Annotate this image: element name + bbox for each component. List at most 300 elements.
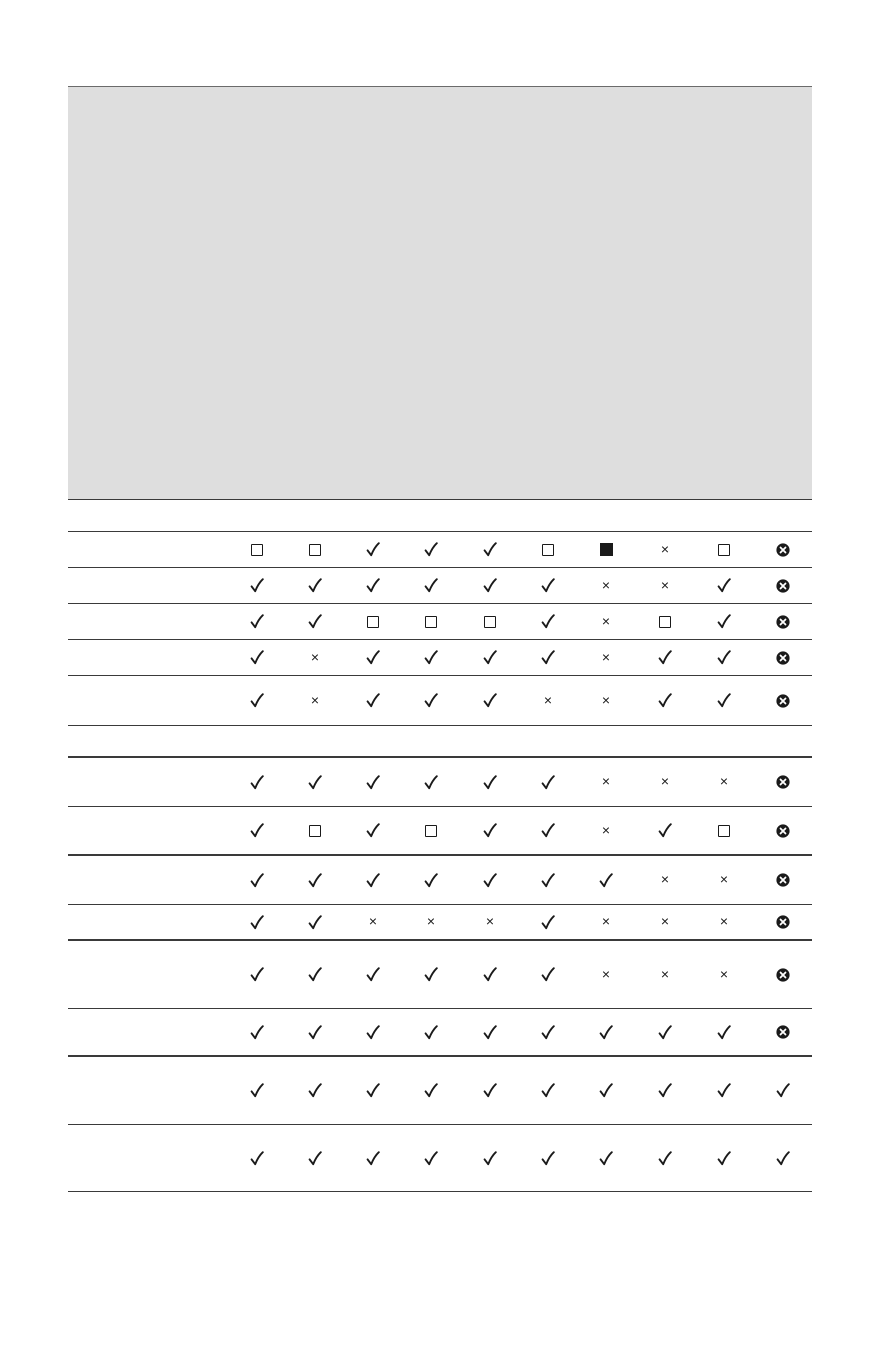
check-icon xyxy=(483,775,497,790)
cross-icon: × xyxy=(660,540,670,557)
table-cell xyxy=(244,1019,270,1045)
check-icon xyxy=(250,823,264,838)
table-cell xyxy=(535,818,561,844)
table-cell xyxy=(418,688,444,714)
table-row xyxy=(68,941,812,1009)
empty-square-icon xyxy=(425,616,437,628)
empty-square-icon xyxy=(367,616,379,628)
check-icon xyxy=(366,693,380,708)
table-cell xyxy=(244,867,270,893)
row-cells xyxy=(226,1125,812,1191)
table-row xyxy=(68,905,812,941)
check-icon xyxy=(541,650,555,665)
table-cell xyxy=(593,537,619,563)
empty-square-icon xyxy=(542,544,554,556)
cross-icon: × xyxy=(601,913,611,929)
table-cell xyxy=(477,769,503,795)
table-cell xyxy=(770,688,796,714)
table-cell xyxy=(244,1078,270,1104)
table-cell xyxy=(593,573,619,599)
table-cell xyxy=(652,688,678,714)
table-cell xyxy=(477,645,503,671)
table-cell xyxy=(652,1145,678,1171)
table-cell xyxy=(535,537,561,563)
table-cell xyxy=(593,688,619,714)
row-label-cell xyxy=(68,604,226,639)
table-row xyxy=(68,676,812,726)
check-icon xyxy=(424,578,438,593)
x-circle-icon xyxy=(776,824,790,838)
table-cell xyxy=(244,818,270,844)
cross-icon: × xyxy=(601,691,611,708)
table-cell xyxy=(535,688,561,714)
table-cell xyxy=(360,962,386,988)
check-icon xyxy=(308,1083,322,1098)
table-cell xyxy=(593,769,619,795)
row-label-cell xyxy=(68,500,226,531)
row-label-cell xyxy=(68,758,226,806)
check-icon xyxy=(599,1151,613,1166)
table-cell xyxy=(770,609,796,635)
cross-icon: × xyxy=(601,965,611,982)
cross-icon: × xyxy=(601,576,611,593)
table-cell xyxy=(711,1145,737,1171)
x-circle-icon xyxy=(776,915,790,929)
row-cells xyxy=(226,905,812,939)
section-divider-row xyxy=(68,500,812,532)
empty-square-icon xyxy=(659,616,671,628)
check-icon xyxy=(250,873,264,888)
cross-icon: × xyxy=(660,913,670,929)
table-cell xyxy=(652,818,678,844)
table-cell xyxy=(302,1019,328,1045)
table-cell xyxy=(652,1019,678,1045)
table-row xyxy=(68,1057,812,1125)
check-icon xyxy=(599,1025,613,1040)
x-circle-icon xyxy=(776,651,790,665)
table-cell xyxy=(652,573,678,599)
check-icon xyxy=(250,693,264,708)
table-cell xyxy=(711,818,737,844)
cross-icon: × xyxy=(543,691,553,708)
table-row xyxy=(68,568,812,604)
table-cell xyxy=(302,867,328,893)
check-icon xyxy=(250,650,264,665)
x-circle-icon xyxy=(776,775,790,789)
cross-icon: × xyxy=(601,648,611,665)
table-cell xyxy=(302,1078,328,1104)
check-icon xyxy=(658,650,672,665)
table-cell xyxy=(244,645,270,671)
x-circle-icon xyxy=(776,615,790,629)
row-label-cell xyxy=(68,726,226,756)
table-row xyxy=(68,758,812,807)
table-cell xyxy=(535,573,561,599)
table-cell xyxy=(418,818,444,844)
check-icon xyxy=(717,650,731,665)
table-row xyxy=(68,1125,812,1192)
check-icon xyxy=(308,614,322,629)
check-icon xyxy=(717,1151,731,1166)
table-cell xyxy=(535,909,561,935)
check-icon xyxy=(658,1151,672,1166)
row-cells xyxy=(226,1009,812,1055)
table-cell xyxy=(418,1078,444,1104)
table-cell xyxy=(652,769,678,795)
x-circle-icon xyxy=(776,873,790,887)
row-label-cell xyxy=(68,905,226,939)
x-circle-icon xyxy=(776,968,790,982)
table-cell xyxy=(535,1078,561,1104)
table-cell xyxy=(360,609,386,635)
row-cells xyxy=(226,500,812,531)
table-cell xyxy=(477,818,503,844)
table-row xyxy=(68,640,812,676)
check-icon xyxy=(541,614,555,629)
table-cell xyxy=(244,609,270,635)
table-cell xyxy=(477,1145,503,1171)
check-icon xyxy=(366,775,380,790)
check-icon xyxy=(483,650,497,665)
check-icon xyxy=(250,915,264,930)
table-cell xyxy=(652,867,678,893)
cross-icon: × xyxy=(719,913,729,929)
check-icon xyxy=(541,915,555,930)
row-cells xyxy=(226,758,812,806)
table-cell xyxy=(302,645,328,671)
table-cell xyxy=(418,1019,444,1045)
table-cell xyxy=(360,1019,386,1045)
table-cell xyxy=(360,1078,386,1104)
table-cell xyxy=(418,867,444,893)
cross-icon: × xyxy=(660,871,670,887)
feature-comparison-table xyxy=(68,86,812,1192)
check-icon xyxy=(424,967,438,982)
table-cell xyxy=(711,962,737,988)
table-cell xyxy=(302,609,328,635)
check-icon xyxy=(483,873,497,888)
table-cell xyxy=(770,573,796,599)
table-cell xyxy=(711,609,737,635)
check-icon xyxy=(717,578,731,593)
table-cell xyxy=(244,769,270,795)
table-cell xyxy=(711,769,737,795)
table-cell xyxy=(770,818,796,844)
table-cell xyxy=(711,645,737,671)
row-label-cell xyxy=(68,640,226,675)
table-cell xyxy=(302,688,328,714)
row-label-cell xyxy=(68,676,226,725)
table-cell xyxy=(477,909,503,935)
table-row xyxy=(68,604,812,640)
table-cell xyxy=(360,909,386,935)
table-cell xyxy=(302,962,328,988)
check-icon xyxy=(541,967,555,982)
check-icon xyxy=(776,1151,790,1166)
table-cell xyxy=(652,1078,678,1104)
table-cell xyxy=(711,1019,737,1045)
empty-square-icon xyxy=(718,544,730,556)
check-icon xyxy=(424,542,438,557)
table-cell xyxy=(477,688,503,714)
table-cell xyxy=(418,1145,444,1171)
check-icon xyxy=(250,1083,264,1098)
table-cell xyxy=(360,573,386,599)
filled-square-icon xyxy=(600,543,613,556)
check-icon xyxy=(541,775,555,790)
table-cell xyxy=(652,645,678,671)
table-cell xyxy=(302,1145,328,1171)
table-cell xyxy=(418,645,444,671)
cross-icon: × xyxy=(426,913,436,929)
check-icon xyxy=(308,1025,322,1040)
row-cells xyxy=(226,726,812,756)
cross-icon: × xyxy=(601,612,611,629)
table-cell xyxy=(477,573,503,599)
check-icon xyxy=(366,650,380,665)
table-cell xyxy=(535,769,561,795)
check-icon xyxy=(541,1025,555,1040)
x-circle-icon xyxy=(776,543,790,557)
table-row xyxy=(68,807,812,856)
table-cell xyxy=(360,688,386,714)
table-cell xyxy=(360,769,386,795)
check-icon xyxy=(717,1083,731,1098)
table-cell xyxy=(593,818,619,844)
check-icon xyxy=(717,614,731,629)
check-icon xyxy=(658,1025,672,1040)
table-cell xyxy=(711,688,737,714)
table-cell xyxy=(535,867,561,893)
check-icon xyxy=(308,915,322,930)
check-icon xyxy=(599,873,613,888)
table-cell xyxy=(302,769,328,795)
check-icon xyxy=(250,1151,264,1166)
table-cell xyxy=(593,962,619,988)
table-cell xyxy=(770,1019,796,1045)
check-icon xyxy=(308,873,322,888)
table-cell xyxy=(244,537,270,563)
table-cell xyxy=(770,645,796,671)
x-circle-icon xyxy=(776,1025,790,1039)
table-cell xyxy=(244,573,270,599)
check-icon xyxy=(658,1083,672,1098)
check-icon xyxy=(424,1025,438,1040)
table-cell xyxy=(360,818,386,844)
cross-icon: × xyxy=(310,648,320,665)
table-row xyxy=(68,1009,812,1057)
check-icon xyxy=(250,578,264,593)
check-icon xyxy=(541,873,555,888)
check-icon xyxy=(424,650,438,665)
check-icon xyxy=(366,542,380,557)
cross-icon: × xyxy=(660,965,670,982)
check-icon xyxy=(424,693,438,708)
table-cell xyxy=(652,609,678,635)
check-icon xyxy=(483,1025,497,1040)
check-icon xyxy=(599,1083,613,1098)
cross-icon: × xyxy=(601,773,611,789)
check-icon xyxy=(483,967,497,982)
table-cell xyxy=(535,962,561,988)
table-body xyxy=(68,500,812,1192)
row-label-cell xyxy=(68,568,226,603)
table-cell xyxy=(711,867,737,893)
table-cell xyxy=(593,1078,619,1104)
table-cell xyxy=(418,573,444,599)
table-cell xyxy=(711,1078,737,1104)
table-cell xyxy=(302,818,328,844)
table-header-band xyxy=(68,86,812,500)
table-cell xyxy=(770,909,796,935)
table-cell xyxy=(770,962,796,988)
check-icon xyxy=(483,1151,497,1166)
table-cell xyxy=(477,1019,503,1045)
check-icon xyxy=(308,967,322,982)
check-icon xyxy=(541,578,555,593)
table-cell xyxy=(770,769,796,795)
table-cell xyxy=(593,609,619,635)
table-cell xyxy=(360,537,386,563)
row-cells xyxy=(226,676,812,725)
row-cells xyxy=(226,941,812,1008)
x-circle-icon xyxy=(776,694,790,708)
row-cells xyxy=(226,807,812,854)
empty-square-icon xyxy=(718,825,730,837)
check-icon xyxy=(483,1083,497,1098)
table-cell xyxy=(244,688,270,714)
table-cell xyxy=(652,909,678,935)
empty-square-icon xyxy=(309,544,321,556)
cross-icon: × xyxy=(601,821,611,838)
check-icon xyxy=(366,967,380,982)
row-cells xyxy=(226,856,812,904)
row-label-cell xyxy=(68,807,226,854)
empty-square-icon xyxy=(309,825,321,837)
check-icon xyxy=(366,1025,380,1040)
table-cell xyxy=(652,537,678,563)
table-cell xyxy=(244,1145,270,1171)
cross-icon: × xyxy=(660,773,670,789)
check-icon xyxy=(424,1151,438,1166)
check-icon xyxy=(717,693,731,708)
table-cell xyxy=(360,867,386,893)
cross-icon: × xyxy=(719,871,729,887)
table-row xyxy=(68,532,812,568)
table-cell xyxy=(535,1145,561,1171)
table-cell xyxy=(593,909,619,935)
table-cell xyxy=(477,1078,503,1104)
table-cell xyxy=(593,1145,619,1171)
table-cell xyxy=(477,867,503,893)
row-cells xyxy=(226,604,812,639)
table-cell xyxy=(244,962,270,988)
table-cell xyxy=(360,645,386,671)
check-icon xyxy=(483,542,497,557)
row-label-cell xyxy=(68,1057,226,1124)
check-icon xyxy=(250,967,264,982)
table-cell xyxy=(770,1145,796,1171)
table-cell xyxy=(477,609,503,635)
check-icon xyxy=(366,823,380,838)
row-cells xyxy=(226,1057,812,1124)
table-cell xyxy=(302,573,328,599)
table-cell xyxy=(418,769,444,795)
empty-square-icon xyxy=(425,825,437,837)
table-cell xyxy=(711,537,737,563)
table-cell xyxy=(418,909,444,935)
table-cell xyxy=(477,962,503,988)
check-icon xyxy=(541,1083,555,1098)
cross-icon: × xyxy=(719,773,729,789)
check-icon xyxy=(424,873,438,888)
table-cell xyxy=(770,867,796,893)
check-icon xyxy=(424,775,438,790)
cross-icon: × xyxy=(719,965,729,982)
check-icon xyxy=(308,578,322,593)
table-cell xyxy=(418,537,444,563)
table-cell xyxy=(244,909,270,935)
check-icon xyxy=(541,823,555,838)
table-cell xyxy=(302,909,328,935)
check-icon xyxy=(250,775,264,790)
row-label-cell xyxy=(68,856,226,904)
table-cell xyxy=(593,1019,619,1045)
empty-square-icon xyxy=(484,616,496,628)
check-icon xyxy=(424,1083,438,1098)
check-icon xyxy=(483,693,497,708)
table-cell xyxy=(418,609,444,635)
section-divider-row xyxy=(68,726,812,758)
table-cell xyxy=(593,867,619,893)
check-icon xyxy=(308,1151,322,1166)
check-icon xyxy=(366,1151,380,1166)
cross-icon: × xyxy=(310,691,320,708)
check-icon xyxy=(776,1083,790,1098)
check-icon xyxy=(366,578,380,593)
row-label-cell xyxy=(68,1125,226,1191)
table-cell xyxy=(711,573,737,599)
check-icon xyxy=(483,578,497,593)
check-icon xyxy=(308,775,322,790)
check-icon xyxy=(658,823,672,838)
table-cell xyxy=(360,1145,386,1171)
table-cell xyxy=(302,537,328,563)
row-cells xyxy=(226,640,812,675)
table-row xyxy=(68,856,812,905)
table-cell xyxy=(770,537,796,563)
row-cells xyxy=(226,568,812,603)
table-cell xyxy=(770,1078,796,1104)
check-icon xyxy=(717,1025,731,1040)
table-cell xyxy=(535,1019,561,1045)
table-cell xyxy=(418,962,444,988)
check-icon xyxy=(366,1083,380,1098)
check-icon xyxy=(250,1025,264,1040)
check-icon xyxy=(658,693,672,708)
row-label-cell xyxy=(68,1009,226,1055)
check-icon xyxy=(250,614,264,629)
table-cell xyxy=(535,645,561,671)
row-label-cell xyxy=(68,941,226,1008)
table-cell xyxy=(711,909,737,935)
cross-icon: × xyxy=(368,913,378,929)
table-cell xyxy=(535,609,561,635)
check-icon xyxy=(366,873,380,888)
empty-square-icon xyxy=(251,544,263,556)
check-icon xyxy=(541,1151,555,1166)
check-icon xyxy=(483,823,497,838)
